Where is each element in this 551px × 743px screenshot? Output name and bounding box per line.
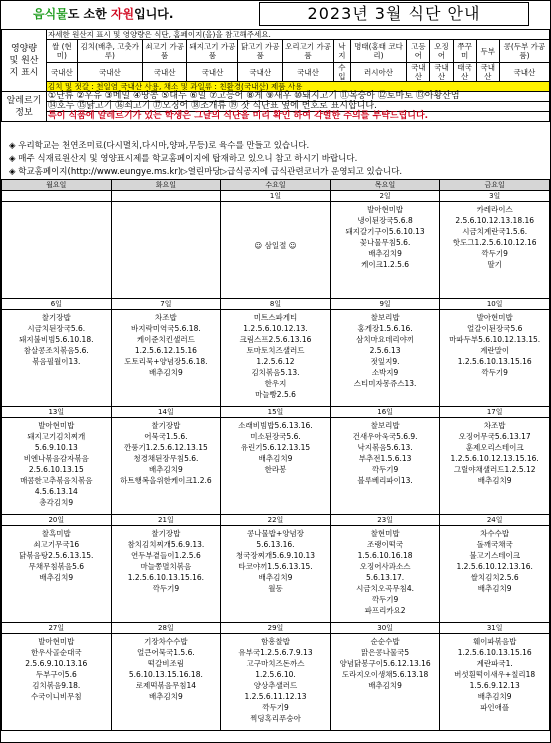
weekday-header: 월요일 <box>2 180 112 191</box>
menu-item: 참치김치찌개5.6.9.13. <box>127 540 205 549</box>
menu-item: 찰기장밥 <box>151 421 181 430</box>
menu-item: 배추김치9 <box>477 692 512 701</box>
menu-item: 배추김치9 <box>477 584 512 593</box>
menu-list <box>112 526 221 594</box>
menu-cell <box>111 310 221 407</box>
menu-item: 삼치마요데리야끼 <box>356 335 415 344</box>
menu-item: 차수수밥 <box>480 529 510 538</box>
menu-item: 배추김치9 <box>368 681 402 690</box>
menu-cell <box>221 310 331 407</box>
menu-item: 꽃나물무침5.6. <box>359 238 411 247</box>
origin-top-note: 자세한 원산지 표시 및 영양량은 식단, 홈페이지(을)을 참고해주세요. <box>47 30 550 40</box>
weekday-header: 목요일 <box>330 180 440 191</box>
menu-item: 볶음필월이13. <box>32 357 81 366</box>
origin-item: 두부 <box>476 40 499 63</box>
menu-item: 마늘빵2.5.6 <box>255 390 296 399</box>
date-cell: 2일 <box>330 191 440 202</box>
menu-item: 닭볶음탕2.5.6.13.15. <box>19 551 94 560</box>
menu-item: 깍두기9 <box>152 584 180 593</box>
menu-item: 1.2.5.6.10.13.15.16 <box>457 648 532 657</box>
origin-item: 돼지고기 가공품 <box>187 40 238 63</box>
date-cell: 8일 <box>221 299 331 310</box>
menu-item: 케이준치킨샐러드 <box>136 335 195 344</box>
date-cell <box>111 191 221 202</box>
menu-item: 깍두기9 <box>262 703 289 712</box>
date-cell: 27일 <box>2 623 112 634</box>
menu-cell <box>2 526 112 623</box>
menu-item: 깍두기9 <box>371 465 399 474</box>
menu-item: 비엔나볶음감자볶음 <box>23 454 89 463</box>
menu-item: 하트행복을위한케이크1.2.6 <box>120 476 212 485</box>
origin-item: 낙지 <box>334 40 351 63</box>
origin-item: 닭고기 가공품 <box>238 40 283 63</box>
menu-item: 5.6.10.13.15.16.18. <box>128 670 203 679</box>
date-cell: 24일 <box>440 515 550 526</box>
menu-cell <box>221 634 331 731</box>
menu-item: 1.5.6.9.12.13 <box>469 681 520 690</box>
menu-row <box>2 634 550 731</box>
menu-cell <box>111 418 221 515</box>
menu-item: 도토리묵+양념장5.6.18. <box>124 357 208 366</box>
menu-item: 2.5.6.10.12.13.18.16 <box>455 216 535 225</box>
date-cell: 21일 <box>111 515 221 526</box>
menu-item: 김치볶음5.13. <box>251 368 300 377</box>
menu-item: 배추김치9 <box>477 476 512 485</box>
menu-item: 1.2.5.6.10.12.13.15.16. <box>450 454 539 463</box>
menu-row <box>2 202 550 299</box>
date-cell: 16일 <box>330 407 440 418</box>
menu-item: 찰흑미밥 <box>41 529 71 538</box>
menu-item: 스티미자몽쥬스13. <box>353 379 417 388</box>
menu-list <box>2 202 111 204</box>
menu-item: 얼갈이된장국5.6 <box>466 324 523 333</box>
menu-item: 마파두부5.6.10.12.13.15. <box>449 335 541 344</box>
menu-item: 배추김치9 <box>258 454 293 463</box>
weekday-header: 화요일 <box>111 180 221 191</box>
origin-item: 김치(배추, 고춧가루) <box>77 40 142 63</box>
origin-value: 국내산 <box>238 63 283 82</box>
menu-cell <box>440 418 550 515</box>
menu-list <box>2 418 111 508</box>
origin-value: 국내산 <box>430 63 453 82</box>
date-row <box>2 407 550 418</box>
menu-item: 김치볶음9.18. <box>32 681 81 690</box>
menu-cell <box>440 526 550 623</box>
menu-item: 찰기장밥 <box>41 313 71 322</box>
menu-list <box>112 418 221 486</box>
menu-item: 발아현미밥 <box>38 421 75 430</box>
menu-item: 무채무침볶음5.6 <box>28 562 84 571</box>
origin-item: 오리고기 가공품 <box>283 40 334 63</box>
menu-item: 도라지오이생채5.6.13.18 <box>341 670 429 679</box>
note-item: ◈ 매주 식재료원산지 및 영양표시제를 학교홈페이지에 탑재하고 있으니 참고 하시기 바랍니다. <box>9 154 358 164</box>
weekday-header-row <box>2 180 550 191</box>
menu-item: 파인애플 <box>480 703 510 712</box>
menu-cell <box>2 310 112 407</box>
menu-cell <box>440 634 550 731</box>
menu-item: 찍딩혹리푸숭아 <box>250 714 301 723</box>
slogan <box>33 5 173 22</box>
date-row <box>2 191 550 202</box>
menu-item: 양념닭봉구이5.6.12.13.16 <box>339 659 431 668</box>
menu-item: 크림스프2.5.6.13.16 <box>239 335 312 344</box>
allergy-line-2: ⑭호두 ⑮닭고기 ⑯쇠고기 ⑰오징어 ⑱조개류 ⑲ 잣 식단표 옆에 번호로 표시합니다. <box>47 102 550 112</box>
menu-cell <box>111 634 221 731</box>
menu-list <box>221 634 330 724</box>
origin-value: 국내산 <box>499 63 549 82</box>
date-row <box>2 299 550 310</box>
menu-item: 시금치계란국1.5.6. <box>462 227 528 236</box>
menu-item: 배추김치9 <box>39 573 74 582</box>
menu-list <box>440 634 549 713</box>
menu-list <box>440 202 549 270</box>
menu-item: 낙지볶음5.6.13. <box>357 443 413 452</box>
info-table <box>1 29 550 122</box>
note-item: ◈ 학교홈페이지(http://www.eungye.ms.kr)▷열린마당▷급식공지에 급식관련코너가 운영되고 있습니다. <box>9 167 403 177</box>
menu-item: 돼지불비빔5.6.10.18. <box>19 335 94 344</box>
menu-list <box>331 526 440 616</box>
origin-values-row <box>2 63 550 82</box>
menu-item: 블루베리파이13. <box>357 476 413 485</box>
date-cell: 3일 <box>440 191 550 202</box>
slogan-end-text: 입니다. <box>134 7 174 21</box>
menu-item: 1.2.5.6.10.12.13.16. <box>456 562 533 571</box>
menu-item: 한우지 <box>264 379 287 388</box>
menu-item: 참살콩조치볶음5.6. <box>23 346 89 355</box>
menu-item: 5.6.13.16. <box>256 540 295 549</box>
menu-item: 배추김치9 <box>149 692 183 701</box>
menu-item: 찰기장밥 <box>151 529 181 538</box>
date-cell: 1일 <box>221 191 331 202</box>
menu-item: 2.5.6.13 <box>369 346 401 355</box>
menu-list <box>331 418 440 486</box>
menu-item: 미트스파게티 <box>253 313 298 322</box>
menu-item: 청경채된장무침5.6. <box>133 454 199 463</box>
menu-cell <box>440 202 550 299</box>
date-row <box>2 515 550 526</box>
menu-item: 차조밥 <box>483 421 506 430</box>
menu-item: 발아현미밥 <box>38 637 75 646</box>
menu-item: 깍두기9 <box>371 595 399 604</box>
origin-value: 러시아산 <box>350 63 407 82</box>
menu-row <box>2 310 550 407</box>
note-item: ◈ 우리학교는 천연조미료(다시멸치,다시마,양파,무등)로 육수를 만들고 있습니다. <box>9 141 310 151</box>
menu-list <box>112 202 221 204</box>
origin-item: 오징어 <box>430 40 453 63</box>
weekday-header: 수요일 <box>221 180 331 191</box>
menu-list <box>440 310 549 378</box>
menu-item: 1.2.5.6.12 <box>256 357 295 366</box>
origin-bottom-note: 김치 및 젓갈 : 천일염 국내산 사용, 채소 및 과일류 : 친환경(국내산) 제품 사용 <box>47 82 550 92</box>
menu-item: 카레라이스 <box>476 205 513 214</box>
menu-item: 유린기5.6.12.13.15 <box>240 443 311 452</box>
calendar-body <box>2 191 550 731</box>
menu-item: 1.2.5.6.11.12.13 <box>244 692 307 701</box>
menu-item: 2.5.6.9.10.13.16 <box>25 659 88 668</box>
origin-item: 쇠고기 가공품 <box>142 40 187 63</box>
menu-item: 찰보리밥 <box>370 313 400 322</box>
menu-item: 소박지9 <box>371 368 399 377</box>
menu-cell <box>330 634 440 731</box>
menu-item: 냉이된장국5.6.8 <box>357 216 413 225</box>
origin-value: 국내산 <box>407 63 430 82</box>
menu-cell <box>330 202 440 299</box>
menu-item: 계란파국1. <box>476 659 513 668</box>
weekday-header: 금요일 <box>440 180 550 191</box>
date-cell: 10일 <box>440 299 550 310</box>
menu-cell <box>2 202 112 299</box>
menu-item: 1.5.6.10.16.18 <box>357 551 413 560</box>
menu-item: 홍게장1.5.6.16. <box>357 324 413 333</box>
menu-item: 돼지갈기구이5.6.10.13 <box>345 227 425 236</box>
menu-list <box>112 310 221 378</box>
menu-item: 시금치된장국5.6. <box>27 324 86 333</box>
menu-item: 부추전1.5.6.13 <box>358 454 412 463</box>
slogan-red-text: 자원 <box>110 7 135 21</box>
menu-item: 5.6.9.10.13 <box>34 443 78 452</box>
origin-value: 국내산 <box>187 63 238 82</box>
menu-item: 얼큰어묵국1.5.6. <box>137 648 195 657</box>
menu-item: 1.2.5.6.10.13.15.16 <box>457 357 532 366</box>
menu-item: 배추김치9 <box>149 465 183 474</box>
menu-item: 매콤한고추볶음치볶음 <box>20 476 93 485</box>
menu-list <box>221 418 330 475</box>
allergy-line-3: 특이 식품에 알레르기가 있는 학생은 그날의 식단을 미리 확인 하여 각별한 주의를 부탁드립니다. <box>47 112 550 122</box>
menu-item: 그릴야채샐러드1.2.5.12 <box>453 465 536 474</box>
menu-item: 젓잎지9. <box>370 357 400 366</box>
menu-row <box>2 418 550 515</box>
menu-list <box>331 202 440 270</box>
menu-item: 2.5.6.10.13.15 <box>28 465 84 474</box>
origin-value: 태국산 <box>453 63 476 82</box>
menu-item: 버섯흰떡이새우+칠리18 <box>454 670 536 679</box>
menu-item: 배추김치9 <box>368 249 402 258</box>
origin-item: 콩(두부 가공품) <box>499 40 549 63</box>
menu-cell <box>221 418 331 515</box>
allergy-row-label: 알레르기 정보 <box>2 92 47 122</box>
menu-item: 케이크1.2.5.6 <box>361 260 410 269</box>
menu-item: 콩나물밥+양념장 <box>246 529 304 538</box>
menu-cell <box>330 310 440 407</box>
menu-item: 훼이파볶음밥 <box>472 637 517 646</box>
menu-item: 월동 <box>268 584 283 593</box>
menu-item: 한라봉 <box>264 465 287 474</box>
menu-cell <box>2 418 112 515</box>
menu-item: 5.6.13.17. <box>365 573 405 582</box>
origin-item: 쭈꾸미 <box>453 40 476 63</box>
date-cell: 7일 <box>111 299 221 310</box>
menu-item: 조랭이떡국 <box>366 540 404 549</box>
menu-item: 오징어사과소스 <box>359 562 411 571</box>
menu-item: 양상추샐러드 <box>253 681 298 690</box>
menu-item: 딸기 <box>487 260 502 269</box>
menu-item: 떡갈비조림 <box>147 659 184 668</box>
menu-item: 깍두기9 <box>481 249 508 258</box>
menu-item: 배추김치9 <box>258 573 293 582</box>
menu-item: 4.5.6.13.14 <box>34 487 78 496</box>
menu-list <box>2 310 111 367</box>
menu-item: 1.2.5.6.10.12.13. <box>243 324 308 333</box>
date-cell: 20일 <box>2 515 112 526</box>
menu-item: 두부구이5.6 <box>35 670 77 679</box>
menu-cell <box>221 526 331 623</box>
menu-item: 마늘쫑멸치볶음 <box>140 562 192 571</box>
date-cell: 22일 <box>221 515 331 526</box>
origin-value: 국내산 <box>77 63 142 82</box>
origin-value: 국내산 <box>142 63 187 82</box>
menu-list <box>2 526 111 583</box>
menu-item: 시금치오곡무침4. <box>356 584 415 593</box>
menu-cell <box>111 202 221 299</box>
origin-items-row <box>2 40 550 63</box>
origin-value: 수입 <box>334 63 351 82</box>
origin-item: 쌀 (현미) <box>47 40 78 63</box>
menu-item: 핫도그1.2.5.6.10.12.16 <box>452 238 537 247</box>
menu-item: 소래비빔밥5.6.13.16. <box>238 421 313 430</box>
menu-item: 깐풍기1.2.5.6.12.13.15 <box>124 443 208 452</box>
date-cell: 29일 <box>221 623 331 634</box>
menu-item: 바지락미역국5.6.18. <box>131 324 201 333</box>
menu-item: 불고기스테이크 <box>469 551 521 560</box>
date-cell: 9일 <box>330 299 440 310</box>
menu-item: 찰현미밥 <box>370 529 400 538</box>
menu-item: 발아현미밥 <box>476 313 513 322</box>
menu-item: 훈제오리스테이크 <box>465 443 524 452</box>
menu-item: 미소된장국5.6. <box>250 432 301 441</box>
date-cell: 28일 <box>111 623 221 634</box>
menu-item: 건새우아욱국5.6.9. <box>352 432 418 441</box>
notes <box>9 140 402 179</box>
menu-item: 고구마치즈돈까스 <box>246 659 305 668</box>
menu-list <box>331 634 440 691</box>
date-cell <box>2 191 112 202</box>
menu-item: 1.2.5.6.10. <box>255 670 296 679</box>
menu-list <box>221 526 330 594</box>
menu-list <box>221 310 330 400</box>
menu-item: 계란말이 <box>480 346 510 355</box>
date-cell: 17일 <box>440 407 550 418</box>
menu-item: 함흥찰밥 <box>260 637 290 646</box>
header <box>1 1 550 27</box>
menu-item: 총각김치9 <box>39 498 74 507</box>
date-cell: 13일 <box>2 407 112 418</box>
menu-list <box>2 634 111 702</box>
origin-item: 고등어 <box>407 40 430 63</box>
menu-row <box>2 526 550 623</box>
menu-item: 돼지고기김치찌개 <box>27 432 86 441</box>
menu-cell <box>440 310 550 407</box>
menu-item: 쌀치김치2.5.6 <box>470 573 519 582</box>
date-cell: 23일 <box>330 515 440 526</box>
menu-cell <box>221 202 331 299</box>
menu-item: 배추김치9 <box>149 368 183 377</box>
date-cell: 31일 <box>440 623 550 634</box>
date-cell: 30일 <box>330 623 440 634</box>
slogan-green-text: 음식물 <box>33 7 68 21</box>
menu-item: 타코야끼1.5.6.13.15. <box>238 562 313 571</box>
origin-value: 국내산 <box>283 63 334 82</box>
origin-value: 국내산 <box>47 63 78 82</box>
menu-cell <box>2 634 112 731</box>
menu-item: 깍두기9 <box>481 368 508 377</box>
menu-item: 유부국1.2.5.6.7.9.13 <box>238 648 313 657</box>
menu-list <box>112 634 221 702</box>
menu-item: 1.2.5.6.12.15.16 <box>134 346 197 355</box>
menu-item: 수국이니비무침 <box>30 692 82 701</box>
date-row <box>2 623 550 634</box>
menu-list <box>221 202 330 251</box>
origin-item: 명태(홍태 코다리) <box>350 40 407 63</box>
menu-item: ☺ 삼일절 ☺ <box>254 241 297 250</box>
menu-item: 기장차수수밥 <box>144 637 188 646</box>
menu-calendar <box>1 179 550 731</box>
date-cell: 15일 <box>221 407 331 418</box>
menu-item: 오징어무국5.6.13.17 <box>458 432 531 441</box>
menu-item: 발아현미밥 <box>366 205 404 214</box>
origin-row-label: 영양량 및 원산지 표시 <box>2 30 47 92</box>
menu-list <box>440 418 549 486</box>
menu-item: 1.2.5.6.10.13.15.16. <box>127 573 205 582</box>
date-cell: 14일 <box>111 407 221 418</box>
menu-item: 토마토치즈샐러드 <box>246 346 305 355</box>
menu-item: 쇠고기무국16 <box>33 540 80 549</box>
menu-cell <box>111 526 221 623</box>
menu-cell <box>330 418 440 515</box>
menu-item: 맑은콩나물국5 <box>360 648 410 657</box>
allergy-line-1: ①난류 ②우유 ③메밀 ④땅콩 ⑤대두 ⑥밀 ⑦고등어 ⑧게 ⑨새우 ⑩돼지고기 ⑪복숭아 ⑫토마토 ⑬아황산염 <box>47 92 550 102</box>
menu-item: 한우사골순대국 <box>30 648 82 657</box>
menu-item: 어묵국1.5.6. <box>144 432 188 441</box>
menu-item: 차조밥 <box>155 313 177 322</box>
menu-item: 파프리카요2 <box>364 606 406 615</box>
menu-item: 순순수밥 <box>370 637 400 646</box>
slogan-mid-text: 도 소한 <box>67 7 111 21</box>
menu-cell <box>330 526 440 623</box>
page-title: 2023년 3월 식단 안내 <box>259 2 529 26</box>
origin-value: 국내산 <box>476 63 499 82</box>
menu-item: 찰보리밥 <box>370 421 400 430</box>
menu-list <box>440 526 549 594</box>
menu-item: 청국장찌개5.6.9.10.13 <box>235 551 316 560</box>
menu-item: 로제떡볶음무침14 <box>135 681 197 690</box>
menu-list <box>331 310 440 389</box>
menu-item: 연두부곁들이1.2.5.6 <box>131 551 201 560</box>
date-cell: 6일 <box>2 299 112 310</box>
menu-item: 돌깨국채국 <box>476 540 513 549</box>
